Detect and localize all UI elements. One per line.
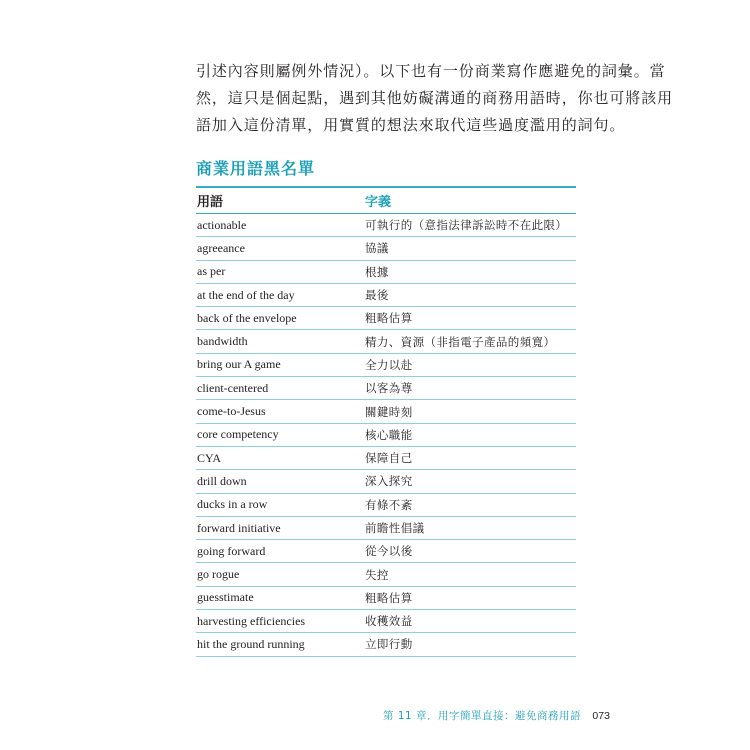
- table-header-row: [196, 187, 576, 214]
- table-row: [196, 400, 576, 423]
- meaning-cell: 以客為尊: [364, 377, 576, 400]
- table-row: [196, 563, 576, 586]
- meaning-cell: 從今以後: [364, 540, 576, 563]
- meaning-cell: 深入探究: [364, 470, 576, 493]
- term-cell: forward initiative: [196, 516, 364, 539]
- term-cell: as per: [196, 260, 364, 283]
- table-row: [196, 516, 576, 539]
- meaning-cell: 收穫效益: [364, 610, 576, 633]
- table-row: [196, 610, 576, 633]
- table-row: [196, 633, 576, 656]
- table-row: [196, 214, 576, 237]
- meaning-cell: 有條不紊: [364, 493, 576, 516]
- term-cell: guesstimate: [196, 586, 364, 609]
- table-row: [196, 423, 576, 446]
- term-cell: harvesting efficiencies: [196, 610, 364, 633]
- term-cell: bandwidth: [196, 330, 364, 353]
- term-cell: agreeance: [196, 237, 364, 260]
- footer-chapter-title: 第 11 章．用字簡單直接：避免商務用語: [383, 710, 582, 722]
- page-number: 073: [592, 710, 610, 722]
- table-row: [196, 377, 576, 400]
- section-title: 商業用語黑名單: [196, 159, 316, 178]
- table-row: [196, 237, 576, 260]
- meaning-cell: 保障自己: [364, 446, 576, 469]
- meaning-cell: 立即行動: [364, 633, 576, 656]
- meaning-cell: 全力以赴: [364, 353, 576, 376]
- table-row: [196, 307, 576, 330]
- term-cell: back of the envelope: [196, 307, 364, 330]
- table-body: [196, 214, 576, 657]
- meaning-cell: 失控: [364, 563, 576, 586]
- term-cell: core competency: [196, 423, 364, 446]
- meaning-cell: 粗略估算: [364, 586, 576, 609]
- table-row: [196, 446, 576, 469]
- term-cell: going forward: [196, 540, 364, 563]
- intro-line: 引述內容則屬例外情況）。以下也有一份商業寫作應避免的詞彙。當: [196, 62, 666, 80]
- meaning-cell: 最後: [364, 283, 576, 306]
- meaning-cell: 前瞻性倡議: [364, 516, 576, 539]
- meaning-cell: 粗略估算: [364, 307, 576, 330]
- table-row: [196, 283, 576, 306]
- term-cell: go rogue: [196, 563, 364, 586]
- term-cell: bring our A game: [196, 353, 364, 376]
- term-cell: come-to-Jesus: [196, 400, 364, 423]
- header-meaning: 字義: [364, 187, 576, 214]
- table-row: [196, 470, 576, 493]
- term-cell: actionable: [196, 214, 364, 237]
- term-cell: at the end of the day: [196, 283, 364, 306]
- page-footer: [383, 708, 610, 723]
- table-row: [196, 353, 576, 376]
- business-jargon-table: [196, 186, 576, 657]
- meaning-cell: 核心職能: [364, 423, 576, 446]
- meaning-cell: 協議: [364, 237, 576, 260]
- intro-paragraph: [196, 58, 674, 139]
- term-cell: CYA: [196, 446, 364, 469]
- meaning-cell: 精力、資源（非指電子產品的頻寬）: [364, 330, 576, 353]
- intro-line: 然，這只是個起點，遇到其他妨礙溝通的商務用語時，你也可將該用: [196, 89, 674, 107]
- meaning-cell: 可執行的（意指法律訴訟時不在此限）: [364, 214, 576, 237]
- term-cell: hit the ground running: [196, 633, 364, 656]
- term-cell: client-centered: [196, 377, 364, 400]
- meaning-cell: 關鍵時刻: [364, 400, 576, 423]
- term-cell: ducks in a row: [196, 493, 364, 516]
- table-row: [196, 540, 576, 563]
- table-row: [196, 330, 576, 353]
- table-row: [196, 586, 576, 609]
- meaning-cell: 根據: [364, 260, 576, 283]
- table-row: [196, 260, 576, 283]
- table-row: [196, 493, 576, 516]
- term-cell: drill down: [196, 470, 364, 493]
- header-term: 用語: [196, 187, 364, 214]
- intro-line: 語加入這份清單，用實質的想法來取代這些過度濫用的詞句。: [196, 116, 626, 134]
